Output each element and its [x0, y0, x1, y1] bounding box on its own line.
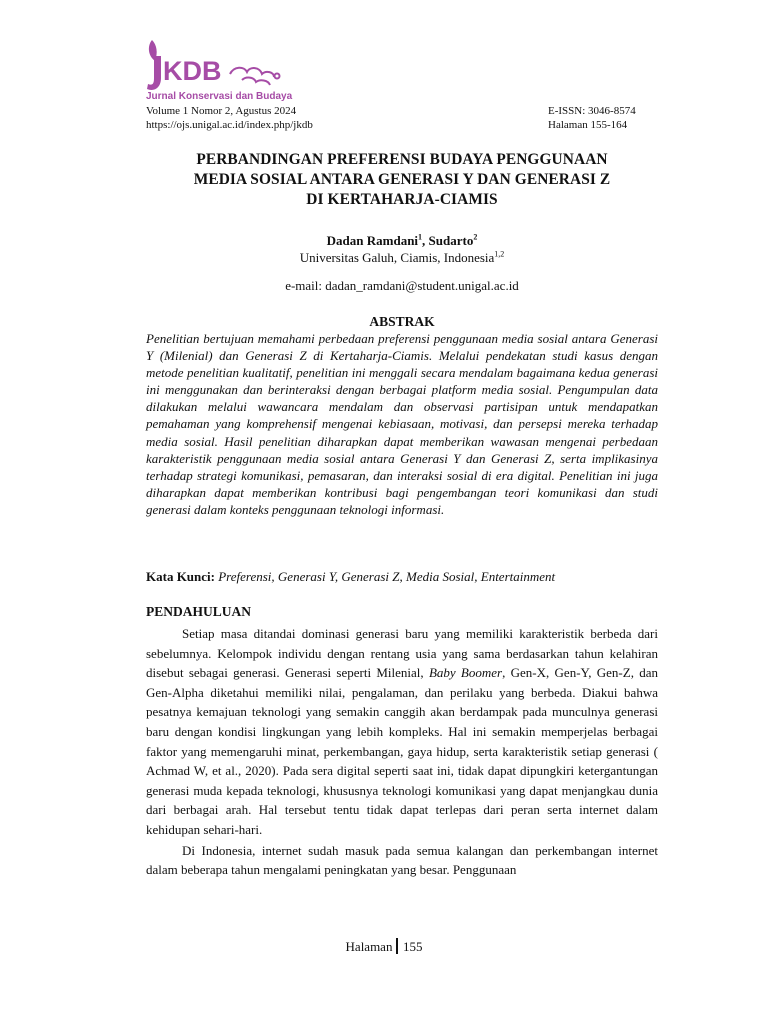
paragraph — [146, 624, 658, 840]
author-email: e-mail: dadan_ramdani@student.unigal.ac.id — [285, 278, 519, 293]
paragraph-text: Setiap masa ditandai dominasi generasi baru yang memiliki karakteristik berbeda dari sebelumnya. Kelompok individu dengan rentang usia yang sama berdasarkan tahun kelahiran disebut sebagai generasi. Generasi seperti Milenial, — [146, 626, 658, 681]
footer-label: Halaman — [345, 939, 393, 954]
author-1: Dadan Ramdani — [326, 233, 419, 248]
affiliation — [146, 250, 658, 266]
page-footer — [0, 938, 768, 955]
article-title — [146, 150, 658, 210]
page-range: Halaman 155-164 — [548, 119, 628, 131]
author-1-affiliation-mark: 1 — [418, 232, 423, 242]
paragraph-text: , Gen-X, Gen-Y, Gen-Z, dan Gen-Alpha diketahui memiliki nilai, pengalaman, dan perilaku yang berbeda. Diakui bahwa pesatnya kemajuan teknologi yang semakin canggih akan berdampak pada munculnya generasi baru dengan kondisi lingkungan yang lebih kompleks. Hal ini semakin memperjelas berbagai faktor yang memengaruhi minat, perkembangan, gaya hidup, serta karakteristik setiap generasi ( Achmad W, et al., 2020). Pada sera digital seperti saat ini, tidak dapat dipungkiri ketergantungan generasi muda kepada teknologi, khususnya teknologi komunikasi yang dapat menjangkau dunia dari berbagai arah. Hal tersebut tentu tidak dapat terlepas dari peran serta internet dalam kehidupan sehari-hari. — [146, 665, 658, 837]
section-heading: PENDAHULUAN — [146, 604, 252, 619]
footer-divider — [396, 938, 398, 954]
author-names — [146, 232, 658, 250]
paragraph: Di Indonesia, internet sudah masuk pada semua kalangan dan perkembangan internet dalam beberapa tahun mengalami peningkatan yang besar. Penggunaan — [146, 842, 658, 878]
page-number: 155 — [402, 939, 423, 954]
journal-subtitle: Jurnal Konservasi dan Budaya — [146, 91, 293, 102]
author-2-affiliation-mark: 2 — [473, 232, 478, 242]
abstract-heading: ABSTRAK — [369, 314, 435, 329]
cloud-ornament-icon — [230, 68, 280, 85]
keywords-list: Preferensi, Generasi Y, Generasi Z, Media Sosial, Entertainment — [218, 569, 556, 584]
keywords-label: Kata Kunci: — [146, 569, 215, 584]
title-line: DI KERTAHARJA-CIAMIS — [306, 191, 498, 208]
journal-meta-left — [146, 104, 313, 132]
affiliation-text: Universitas Galuh, Ciamis, Indonesia — [299, 250, 495, 265]
author-2: Sudarto — [428, 233, 474, 248]
logo-text: KDB — [163, 56, 222, 86]
body-text — [146, 624, 658, 880]
title-line: PERBANDINGAN PREFERENSI BUDAYA PENGGUNAAN — [196, 151, 608, 168]
journal-meta-right — [548, 104, 636, 132]
title-line: MEDIA SOSIAL ANTARA GENERASI Y DAN GENERASI Z — [193, 171, 611, 188]
eissn: E-ISSN: 3046-8574 — [548, 105, 636, 117]
keywords — [146, 568, 658, 585]
volume-line: Volume 1 Nomor 2, Agustus 2024 — [146, 105, 297, 117]
author-block — [146, 232, 658, 266]
italic-term: Baby Boomer — [428, 665, 503, 681]
abstract-text: Penelitian bertujuan memahami perbedaan preferensi penggunaan media sosial antara Generasi Y (Milenial) dan Generasi Z di Kertaharja-Ciamis. Melalui pendekatan studi kasus dengan metode penelitian kualitatif, penelitian ini menggali secara mendalam bagaimana kedua generasi ini menggunakan dan berinteraksi dengan berbagai platform media sosial. Pengumpulan data dilakukan melalui wawancara mendalam dan observasi partisipan untuk mendapatkan pemahaman yang komprehensif mengenai kebiasaan, motivasi, dan persepsi mereka terhadap media sosial. Hasil penelitian diharapkan dapat memberikan wawasan mengenai perbedaan karakteristik penggunaan media sosial antara Generasi Y dan Generasi Z, serta implikasinya terhadap strategi komunikasi, pemasaran, dan interaksi sosial di era digital. Penelitian ini juga diharapkan dapat memberikan kontribusi bagi pengembangan teori komunikasi dan studi generasi dalam konteks penggunaan teknologi informasi. — [146, 331, 658, 517]
author-separator: , — [422, 233, 429, 248]
journal-url[interactable]: https://ojs.unigal.ac.id/index.php/jkdb — [146, 119, 313, 131]
affiliation-marks: 1,2 — [494, 249, 505, 259]
